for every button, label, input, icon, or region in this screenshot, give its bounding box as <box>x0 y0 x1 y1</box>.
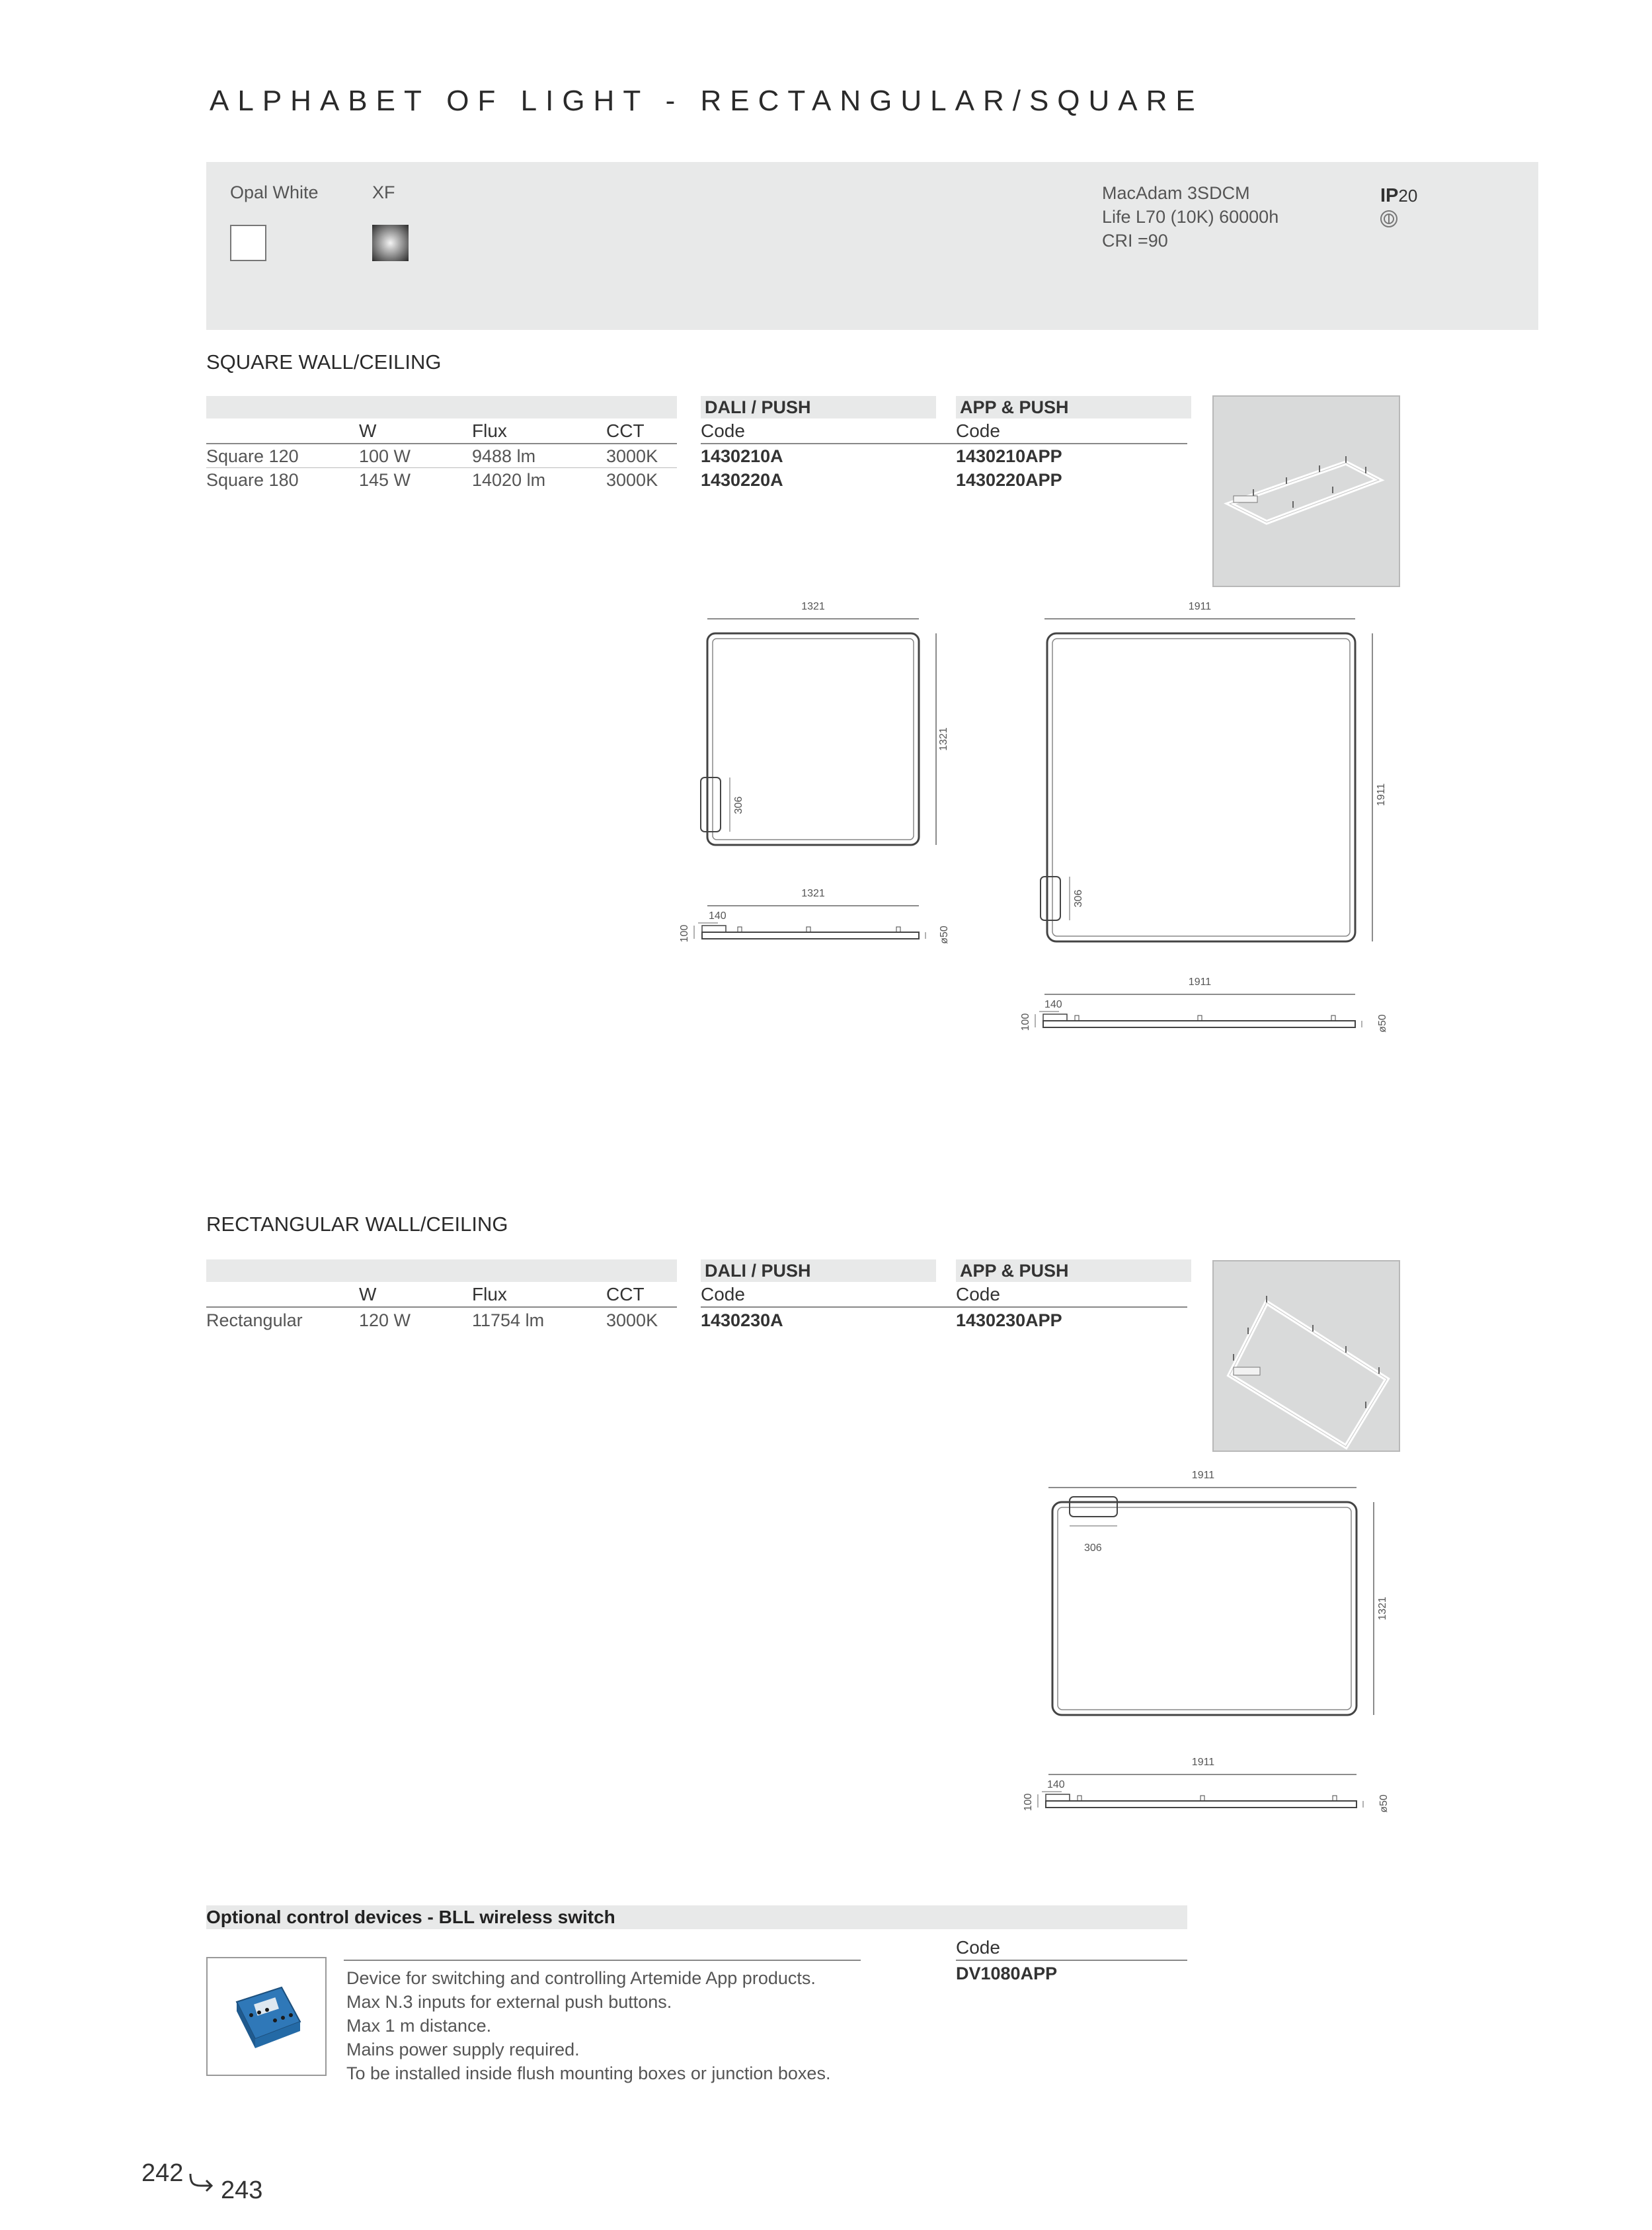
square-table-rule <box>206 443 677 444</box>
rect-technical-drawing <box>1011 1461 1408 1838</box>
square-code-rule <box>701 443 1187 444</box>
square-row-2-flux: 14020 lm <box>472 470 546 490</box>
rect-app-header: APP & PUSH <box>956 1259 1191 1282</box>
spec-list <box>1102 181 1278 253</box>
square-120-box-dim: 306 <box>733 796 744 815</box>
square-120-technical-drawing <box>674 595 972 965</box>
square-dali-header: DALI / PUSH <box>701 396 936 418</box>
rect-code-rule <box>701 1306 1187 1308</box>
square-col-cct: CCT <box>606 420 645 441</box>
square-product-photo <box>1212 395 1400 587</box>
page-number-right: 243 <box>221 2176 263 2204</box>
square-120-bottom-width-dim: 1321 <box>801 888 825 899</box>
rect-table-rule <box>206 1306 677 1308</box>
ip-value: 20 <box>1398 186 1418 206</box>
rect-dali-header: DALI / PUSH <box>701 1259 936 1282</box>
optional-desc-rule <box>344 1960 861 1961</box>
rect-row-1-name: Rectangular <box>206 1310 303 1330</box>
square-120-offset-dim: 140 <box>709 910 727 922</box>
square-col-w: W <box>359 420 377 441</box>
square-180-technical-drawing <box>1011 595 1408 1058</box>
optional-desc-line-5: To be installed inside flush mounting boxes or junction boxes. <box>346 2063 831 2083</box>
square-section-title: SQUARE WALL/CEILING <box>206 350 442 374</box>
rect-offset-dim: 140 <box>1047 1779 1065 1790</box>
square-180-height-dim: 1911 <box>1376 783 1387 807</box>
rect-app-code-label: Code <box>956 1284 1000 1304</box>
square-table-bar <box>206 396 677 418</box>
square-row-2-dali-code: 1430220A <box>701 470 783 490</box>
white-swatch-icon <box>230 225 266 261</box>
rect-section-title: RECTANGULAR WALL/CEILING <box>206 1213 508 1236</box>
square-row-2-w: 145 W <box>359 470 411 490</box>
square-row-2-cct: 3000K <box>606 470 658 490</box>
rect-box-dim: 306 <box>1084 1542 1102 1554</box>
rect-product-photo <box>1212 1260 1400 1452</box>
optional-device-code: DV1080APP <box>956 1964 1058 1983</box>
ip-rating <box>1380 185 1417 207</box>
curved-arrow-icon <box>186 2171 216 2195</box>
square-row-1-w: 100 W <box>359 446 411 466</box>
rect-depth-dim: 100 <box>1023 1793 1034 1812</box>
spec-life: Life L70 (10K) 60000h <box>1102 207 1279 227</box>
rect-row-1-w: 120 W <box>359 1310 411 1330</box>
rect-bottom-width-dim: 1911 <box>1191 1757 1215 1768</box>
square-120-height-dim: 1321 <box>938 727 949 751</box>
square-app-code-label: Code <box>956 420 1000 441</box>
square-120-diameter-dim: ø50 <box>939 926 950 944</box>
page-title: ALPHABET OF LIGHT - RECTANGULAR/SQUARE <box>210 85 1204 117</box>
square-row-1-dali-code: 1430210A <box>701 446 783 466</box>
square-180-bottom-width-dim: 1911 <box>1188 976 1212 988</box>
finish-opal-label: Opal White <box>230 182 319 202</box>
spec-macadam: MacAdam 3SDCM <box>1102 183 1250 203</box>
optional-desc-line-4: Mains power supply required. <box>346 2040 580 2059</box>
rect-diameter-dim: ø50 <box>1378 1794 1390 1813</box>
square-180-offset-dim: 140 <box>1044 999 1062 1010</box>
optional-code-label: Code <box>956 1937 1000 1958</box>
rect-width-dim: 1911 <box>1191 1470 1215 1481</box>
square-row-1-name: Square 120 <box>206 446 299 466</box>
rect-col-flux: Flux <box>472 1284 507 1304</box>
class-symbol-icon <box>1379 209 1399 229</box>
square-app-header: APP & PUSH <box>956 396 1191 418</box>
rect-dali-code-label: Code <box>701 1284 745 1304</box>
ip-prefix: IP <box>1380 185 1399 206</box>
square-dali-code-label: Code <box>701 420 745 441</box>
rect-table-bar <box>206 1259 677 1282</box>
rect-col-cct: CCT <box>606 1284 645 1304</box>
finish-xf-label: XF <box>372 182 395 202</box>
square-col-flux: Flux <box>472 420 507 441</box>
optional-device-description <box>346 1966 830 2085</box>
rect-lamp-illustration <box>1214 1261 1399 1451</box>
square-row-divider <box>206 467 677 468</box>
wireless-switch-device-icon <box>208 1958 325 2075</box>
square-120-width-dim: 1321 <box>801 601 825 612</box>
square-180-depth-dim: 100 <box>1020 1013 1031 1031</box>
optional-code-rule <box>956 1960 1187 1961</box>
page-number-left: 242 <box>141 2159 184 2187</box>
square-row-2-name: Square 180 <box>206 470 299 490</box>
optional-devices-header: Optional control devices - BLL wireless switch <box>206 1905 1187 1929</box>
square-row-1-cct: 3000K <box>606 446 658 466</box>
rect-row-1-app-code: 1430230APP <box>956 1310 1062 1330</box>
rect-col-w: W <box>359 1284 377 1304</box>
spec-cri: CRI =90 <box>1102 231 1168 251</box>
square-row-2-app-code: 1430220APP <box>956 470 1062 490</box>
square-row-1-flux: 9488 lm <box>472 446 536 466</box>
rect-row-1-dali-code: 1430230A <box>701 1310 783 1330</box>
rect-row-1-flux: 11754 lm <box>472 1310 545 1330</box>
rect-row-1-cct: 3000K <box>606 1310 658 1330</box>
optional-desc-line-2: Max N.3 inputs for external push buttons. <box>346 1992 672 2012</box>
optional-desc-line-1: Device for switching and controlling Artemide App products. <box>346 1968 816 1988</box>
square-row-1-app-code: 1430210APP <box>956 446 1062 466</box>
wireless-switch-photo <box>206 1957 327 2076</box>
square-180-width-dim: 1911 <box>1188 601 1212 612</box>
rect-height-dim: 1321 <box>1377 1597 1388 1620</box>
square-120-depth-dim: 100 <box>679 924 690 943</box>
xf-gradient-swatch-icon <box>372 225 409 261</box>
square-180-box-dim: 306 <box>1073 889 1084 908</box>
square-180-diameter-dim: ø50 <box>1377 1014 1388 1033</box>
square-lamp-illustration <box>1214 397 1399 586</box>
optional-desc-line-3: Max 1 m distance. <box>346 2016 492 2036</box>
